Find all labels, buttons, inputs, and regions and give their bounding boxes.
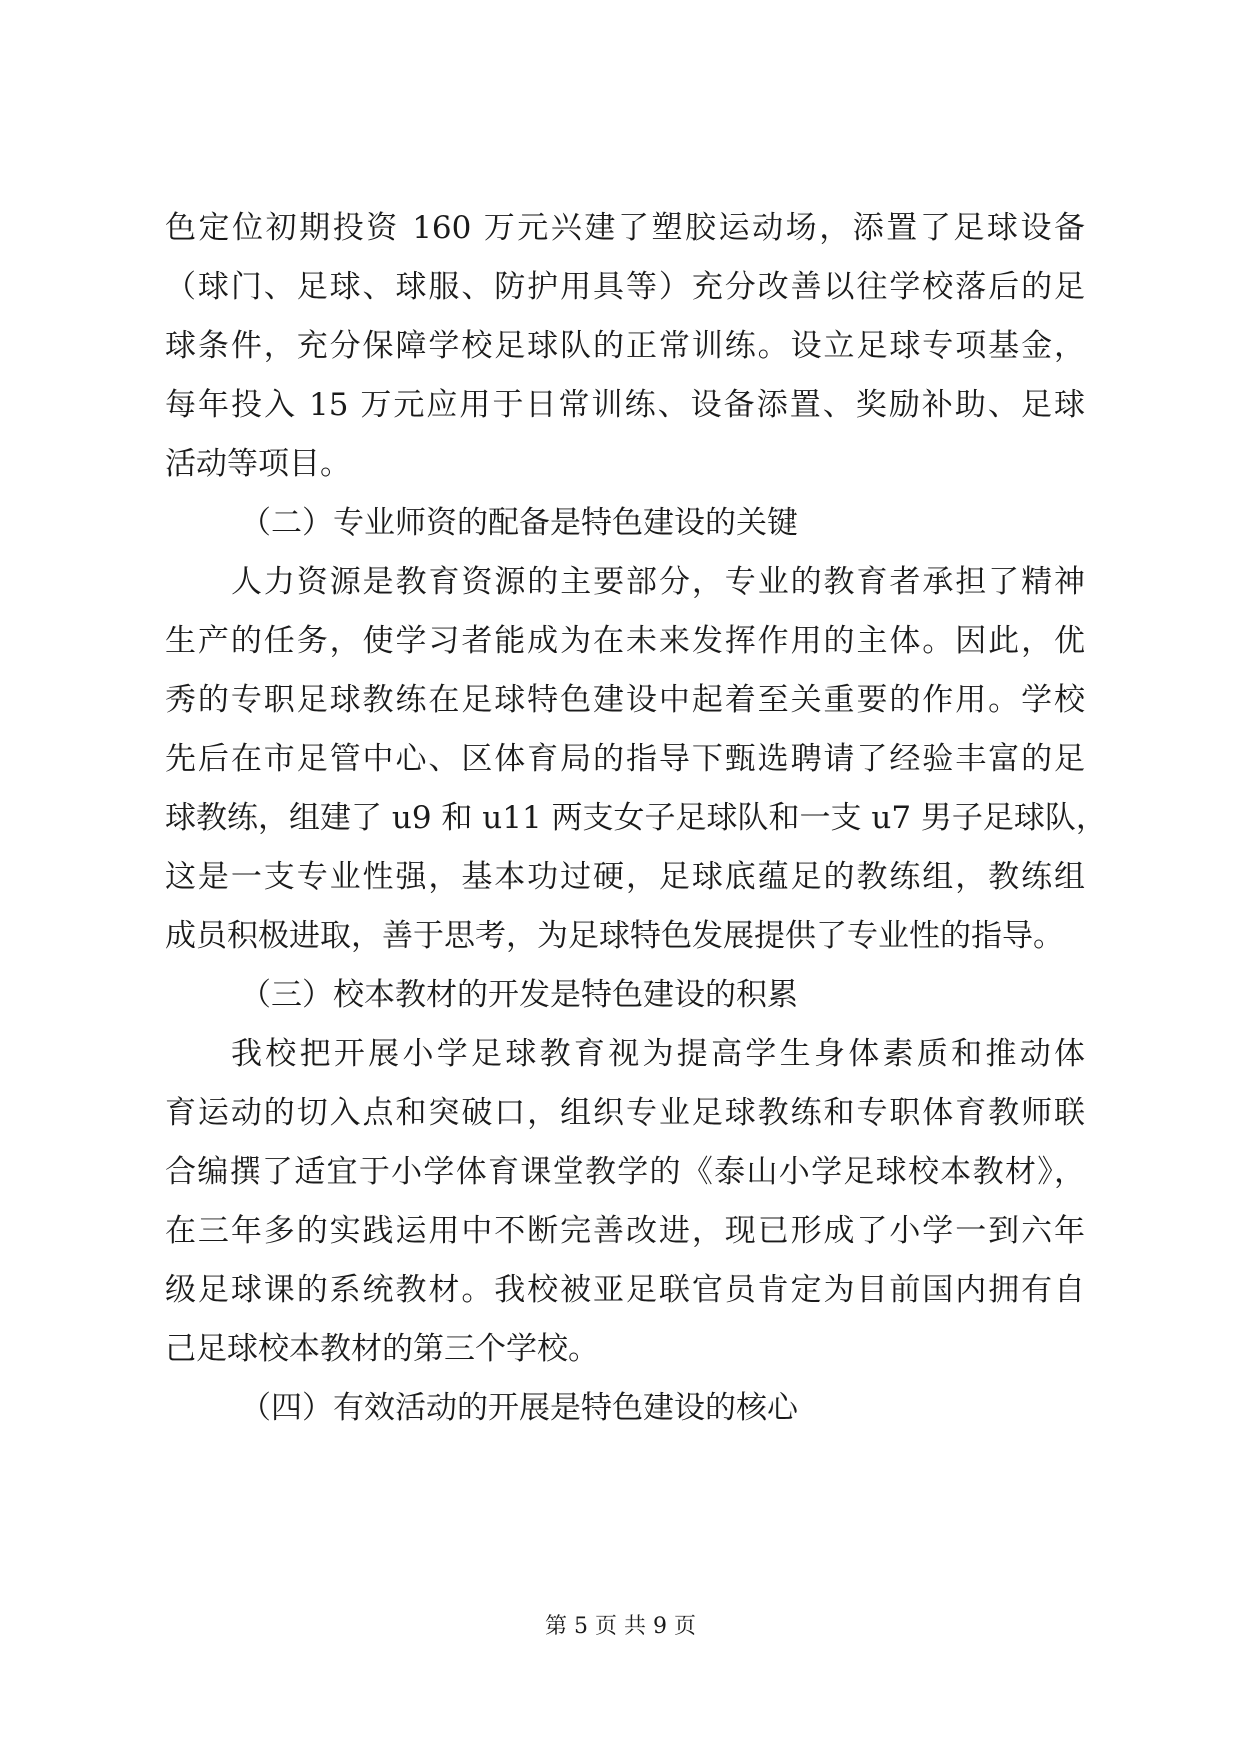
paragraph-line: 在三年多的实践运用中不断完善改进，现已形成了小学一到六年 [165,1213,1085,1249]
paragraph-line: 每年投入 15 万元应用于日常训练、设备添置、奖励补助、足球 [165,387,1085,423]
section-heading: （三）校本教材的开发是特色建设的积累 [240,977,798,1013]
paragraph-line: 这是一支专业性强，基本功过硬，足球底蕴足的教练组，教练组 [165,859,1085,895]
paragraph-line: 我校把开展小学足球教育视为提高学生身体素质和推动体 [231,1036,1085,1072]
paragraph-line: 人力资源是教育资源的主要部分，专业的教育者承担了精神 [231,564,1085,600]
paragraph-line: 先后在市足管中心、区体育局的指导下甄选聘请了经验丰富的足 [165,741,1085,777]
paragraph-line: 活动等项目。 [165,446,351,482]
paragraph-line: 级足球课的系统教材。我校被亚足联官员肯定为目前国内拥有自 [165,1272,1085,1308]
section-heading: （二）专业师资的配备是特色建设的关键 [240,505,798,541]
paragraph-line: 秀的专职足球教练在足球特色建设中起着至关重要的作用。学校 [165,682,1085,718]
paragraph-line: 己足球校本教材的第三个学校。 [165,1331,599,1367]
paragraph-line: 球教练，组建了 u9 和 u11 两支女子足球队和一支 u7 男子足球队， [165,800,1107,836]
page-number-footer: 第 5 页 共 9 页 [545,1614,696,1639]
paragraph-line: 色定位初期投资 160 万元兴建了塑胶运动场，添置了足球设备 [165,210,1085,246]
paragraph-line: （球门、足球、球服、防护用具等）充分改善以往学校落后的足 [165,269,1085,305]
paragraph-line: 育运动的切入点和突破口，组织专业足球教练和专职体育教师联 [165,1095,1085,1131]
paragraph-line: 合编撰了适宜于小学体育课堂教学的《泰山小学足球校本教材》， [165,1154,1085,1190]
paragraph-line: 球条件，充分保障学校足球队的正常训练。设立足球专项基金， [165,328,1085,364]
paragraph-line: 生产的任务，使学习者能成为在未来发挥作用的主体。因此，优 [165,623,1085,659]
paragraph-line: 成员积极进取，善于思考，为足球特色发展提供了专业性的指导。 [165,918,1064,954]
section-heading: （四）有效活动的开展是特色建设的核心 [240,1390,798,1426]
